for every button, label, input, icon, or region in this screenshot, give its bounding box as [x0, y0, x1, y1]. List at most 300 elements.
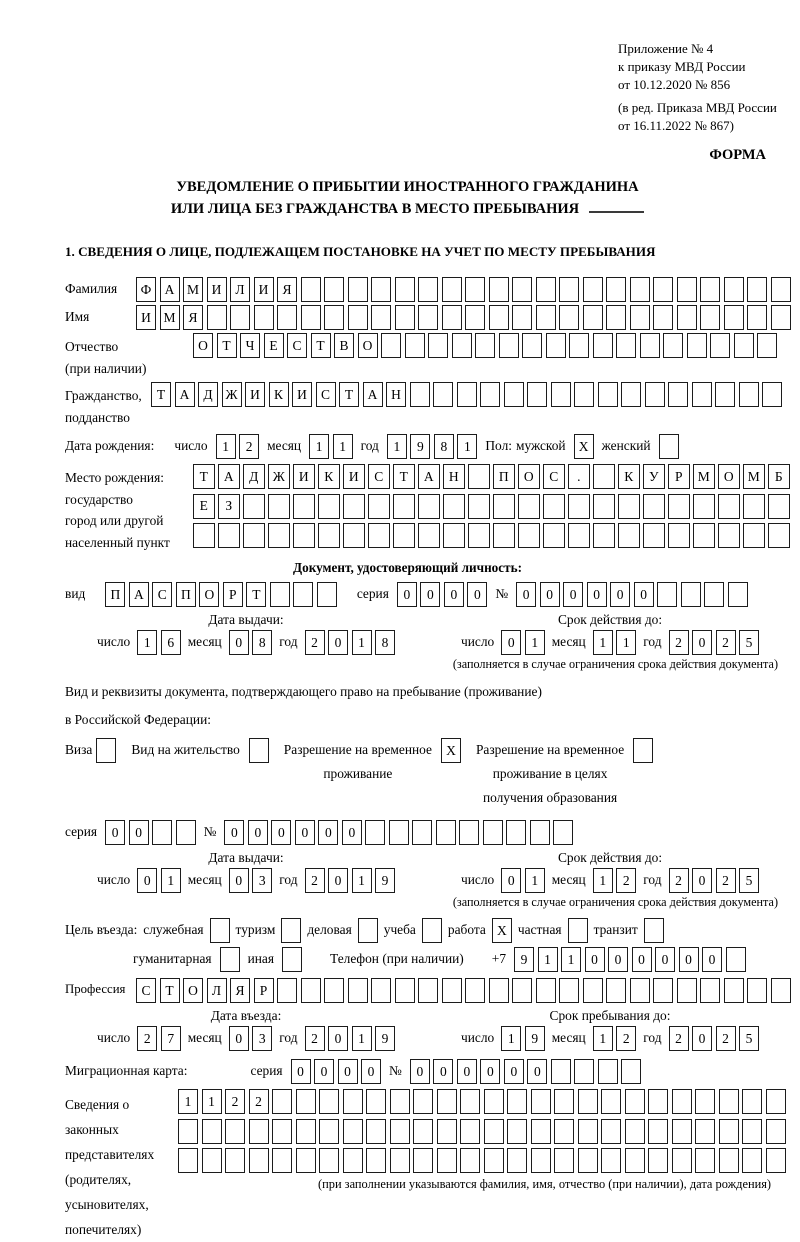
char-cell[interactable]	[484, 1119, 504, 1144]
char-cell[interactable]	[747, 978, 767, 1003]
char-cell[interactable]	[293, 523, 315, 548]
char-cell[interactable]: К	[318, 464, 340, 489]
char-cell[interactable]	[630, 305, 650, 330]
char-cell[interactable]: И	[245, 382, 265, 407]
char-cell[interactable]	[663, 333, 683, 358]
char-cell[interactable]	[418, 305, 438, 330]
char-cell[interactable]	[593, 523, 615, 548]
char-cell[interactable]	[742, 1089, 762, 1114]
char-cell[interactable]	[618, 494, 640, 519]
char-cell[interactable]: 1	[593, 1026, 613, 1051]
char-cell[interactable]	[366, 1089, 386, 1114]
char-cell[interactable]	[371, 277, 391, 302]
char-cell[interactable]: X	[574, 434, 594, 459]
char-cell[interactable]: 3	[252, 868, 272, 893]
char-cell[interactable]	[536, 305, 556, 330]
char-cell[interactable]	[468, 523, 490, 548]
char-cell[interactable]	[193, 523, 215, 548]
char-cell[interactable]	[489, 277, 509, 302]
char-cell[interactable]	[559, 277, 579, 302]
char-cell[interactable]	[768, 494, 790, 519]
char-cell[interactable]: 1	[216, 434, 236, 459]
char-cell[interactable]	[512, 978, 532, 1003]
char-cell[interactable]: О	[199, 582, 219, 607]
char-cell[interactable]: 0	[328, 868, 348, 893]
char-cell[interactable]	[218, 523, 240, 548]
char-cell[interactable]	[536, 277, 556, 302]
char-cell[interactable]: Т	[160, 978, 180, 1003]
char-cell[interactable]: Ж	[268, 464, 290, 489]
char-cell[interactable]: Е	[264, 333, 284, 358]
char-cell[interactable]	[460, 1119, 480, 1144]
char-cell[interactable]: М	[743, 464, 765, 489]
char-cell[interactable]: 2	[239, 434, 259, 459]
sex-male-checkbox[interactable]	[574, 434, 594, 459]
representatives-row2-cells[interactable]	[178, 1119, 786, 1144]
char-cell[interactable]	[625, 1119, 645, 1144]
char-cell[interactable]	[739, 382, 759, 407]
char-cell[interactable]: 2	[716, 868, 736, 893]
char-cell[interactable]: П	[493, 464, 515, 489]
char-cell[interactable]	[433, 382, 453, 407]
char-cell[interactable]: А	[175, 382, 195, 407]
char-cell[interactable]	[389, 820, 409, 845]
char-cell[interactable]	[518, 494, 540, 519]
char-cell[interactable]: Т	[151, 382, 171, 407]
char-cell[interactable]	[220, 947, 240, 972]
char-cell[interactable]	[672, 1089, 692, 1114]
char-cell[interactable]	[343, 494, 365, 519]
char-cell[interactable]: 0	[420, 582, 440, 607]
char-cell[interactable]	[598, 382, 618, 407]
char-cell[interactable]	[668, 494, 690, 519]
char-cell[interactable]	[551, 382, 571, 407]
char-cell[interactable]	[693, 494, 715, 519]
char-cell[interactable]: Р	[223, 582, 243, 607]
char-cell[interactable]	[428, 333, 448, 358]
char-cell[interactable]	[437, 1119, 457, 1144]
char-cell[interactable]	[645, 382, 665, 407]
char-cell[interactable]: 0	[248, 820, 268, 845]
char-cell[interactable]: 2	[137, 1026, 157, 1051]
char-cell[interactable]: З	[218, 494, 240, 519]
char-cell[interactable]: 0	[328, 1026, 348, 1051]
char-cell[interactable]: Я	[230, 978, 250, 1003]
char-cell[interactable]: А	[363, 382, 383, 407]
char-cell[interactable]	[643, 494, 665, 519]
char-cell[interactable]	[734, 333, 754, 358]
char-cell[interactable]	[719, 1148, 739, 1173]
char-cell[interactable]: 2	[225, 1089, 245, 1114]
char-cell[interactable]: 0	[634, 582, 654, 607]
id-expiry-day-cells[interactable]	[501, 630, 545, 655]
char-cell[interactable]: 2	[716, 630, 736, 655]
char-cell[interactable]	[480, 382, 500, 407]
char-cell[interactable]: 9	[375, 1026, 395, 1051]
char-cell[interactable]	[692, 382, 712, 407]
char-cell[interactable]: 0	[702, 947, 722, 972]
char-cell[interactable]	[677, 978, 697, 1003]
char-cell[interactable]	[771, 978, 791, 1003]
char-cell[interactable]	[593, 464, 615, 489]
char-cell[interactable]	[296, 1089, 316, 1114]
char-cell[interactable]	[413, 1089, 433, 1114]
char-cell[interactable]	[249, 738, 269, 763]
char-cell[interactable]	[443, 523, 465, 548]
char-cell[interactable]: 0	[318, 820, 338, 845]
char-cell[interactable]	[724, 305, 744, 330]
representatives-row3-cells[interactable]	[178, 1148, 786, 1173]
char-cell[interactable]	[152, 820, 172, 845]
visa-checkbox[interactable]	[96, 738, 116, 763]
char-cell[interactable]	[578, 1089, 598, 1114]
char-cell[interactable]: И	[292, 382, 312, 407]
doc-number-cells[interactable]	[516, 582, 748, 607]
char-cell[interactable]	[536, 978, 556, 1003]
char-cell[interactable]: 0	[480, 1059, 500, 1084]
birth-day-cells[interactable]	[216, 434, 260, 459]
char-cell[interactable]	[616, 333, 636, 358]
char-cell[interactable]	[700, 277, 720, 302]
name-cells[interactable]	[136, 305, 791, 330]
char-cell[interactable]	[554, 1119, 574, 1144]
char-cell[interactable]	[640, 333, 660, 358]
char-cell[interactable]	[574, 382, 594, 407]
char-cell[interactable]: 0	[563, 582, 583, 607]
char-cell[interactable]	[553, 820, 573, 845]
char-cell[interactable]	[282, 947, 302, 972]
char-cell[interactable]: X	[441, 738, 461, 763]
char-cell[interactable]	[358, 918, 378, 943]
permit-series-cells[interactable]	[105, 820, 196, 845]
char-cell[interactable]: Б	[768, 464, 790, 489]
char-cell[interactable]	[601, 1119, 621, 1144]
char-cell[interactable]	[677, 277, 697, 302]
char-cell[interactable]	[568, 523, 590, 548]
char-cell[interactable]: 1	[352, 868, 372, 893]
char-cell[interactable]	[543, 494, 565, 519]
char-cell[interactable]	[468, 464, 490, 489]
stay-year-cells[interactable]	[669, 1026, 760, 1051]
char-cell[interactable]	[230, 305, 250, 330]
char-cell[interactable]: 0	[655, 947, 675, 972]
char-cell[interactable]	[593, 494, 615, 519]
char-cell[interactable]	[700, 305, 720, 330]
char-cell[interactable]: 0	[224, 820, 244, 845]
char-cell[interactable]	[348, 305, 368, 330]
char-cell[interactable]	[483, 820, 503, 845]
char-cell[interactable]	[559, 978, 579, 1003]
representatives-row1-cells[interactable]	[178, 1089, 786, 1114]
char-cell[interactable]	[395, 978, 415, 1003]
char-cell[interactable]: С	[136, 978, 156, 1003]
char-cell[interactable]	[546, 333, 566, 358]
char-cell[interactable]: Т	[311, 333, 331, 358]
char-cell[interactable]: 9	[525, 1026, 545, 1051]
char-cell[interactable]: 0	[295, 820, 315, 845]
char-cell[interactable]	[668, 382, 688, 407]
char-cell[interactable]	[343, 1148, 363, 1173]
char-cell[interactable]: 0	[444, 582, 464, 607]
char-cell[interactable]: Ж	[222, 382, 242, 407]
char-cell[interactable]	[243, 494, 265, 519]
char-cell[interactable]: Т	[246, 582, 266, 607]
char-cell[interactable]: А	[129, 582, 149, 607]
char-cell[interactable]: Л	[207, 978, 227, 1003]
stay-month-cells[interactable]	[593, 1026, 637, 1051]
char-cell[interactable]: Ф	[136, 277, 156, 302]
char-cell[interactable]	[512, 305, 532, 330]
char-cell[interactable]	[527, 382, 547, 407]
char-cell[interactable]: 0	[338, 1059, 358, 1084]
char-cell[interactable]: 2	[305, 868, 325, 893]
char-cell[interactable]: 2	[616, 868, 636, 893]
char-cell[interactable]	[468, 494, 490, 519]
char-cell[interactable]	[368, 523, 390, 548]
char-cell[interactable]: Н	[386, 382, 406, 407]
char-cell[interactable]: 2	[305, 630, 325, 655]
char-cell[interactable]: Т	[217, 333, 237, 358]
char-cell[interactable]	[743, 523, 765, 548]
char-cell[interactable]: И	[293, 464, 315, 489]
char-cell[interactable]: С	[543, 464, 565, 489]
char-cell[interactable]	[418, 494, 440, 519]
char-cell[interactable]	[343, 1119, 363, 1144]
char-cell[interactable]: О	[183, 978, 203, 1003]
char-cell[interactable]	[653, 305, 673, 330]
char-cell[interactable]	[700, 978, 720, 1003]
purpose-official-checkbox[interactable]	[210, 918, 230, 943]
char-cell[interactable]	[531, 1119, 551, 1144]
purpose-transit-checkbox[interactable]	[644, 918, 664, 943]
char-cell[interactable]	[568, 494, 590, 519]
char-cell[interactable]: 2	[616, 1026, 636, 1051]
char-cell[interactable]	[710, 333, 730, 358]
char-cell[interactable]	[249, 1119, 269, 1144]
char-cell[interactable]	[630, 277, 650, 302]
char-cell[interactable]: .	[568, 464, 590, 489]
char-cell[interactable]: 0	[397, 582, 417, 607]
char-cell[interactable]	[202, 1148, 222, 1173]
temp-residence-edu-checkbox[interactable]	[633, 738, 653, 763]
char-cell[interactable]: 0	[342, 820, 362, 845]
char-cell[interactable]	[681, 582, 701, 607]
char-cell[interactable]	[657, 582, 677, 607]
char-cell[interactable]	[301, 978, 321, 1003]
char-cell[interactable]: 8	[434, 434, 454, 459]
char-cell[interactable]	[618, 523, 640, 548]
char-cell[interactable]: 1	[309, 434, 329, 459]
char-cell[interactable]	[518, 523, 540, 548]
char-cell[interactable]: Н	[443, 464, 465, 489]
phone-cells[interactable]	[514, 947, 746, 972]
char-cell[interactable]	[747, 277, 767, 302]
char-cell[interactable]	[393, 494, 415, 519]
entry-year-cells[interactable]	[305, 1026, 396, 1051]
migration-series-cells[interactable]	[291, 1059, 382, 1084]
char-cell[interactable]: 1	[352, 630, 372, 655]
char-cell[interactable]: С	[152, 582, 172, 607]
char-cell[interactable]: 2	[669, 1026, 689, 1051]
purpose-private-checkbox[interactable]	[568, 918, 588, 943]
char-cell[interactable]	[390, 1148, 410, 1173]
char-cell[interactable]	[381, 333, 401, 358]
char-cell[interactable]	[178, 1119, 198, 1144]
char-cell[interactable]	[457, 382, 477, 407]
char-cell[interactable]	[719, 1089, 739, 1114]
char-cell[interactable]	[243, 523, 265, 548]
char-cell[interactable]: М	[183, 277, 203, 302]
char-cell[interactable]	[771, 277, 791, 302]
char-cell[interactable]: 0	[540, 582, 560, 607]
char-cell[interactable]: 0	[501, 630, 521, 655]
char-cell[interactable]	[465, 305, 485, 330]
char-cell[interactable]: Е	[193, 494, 215, 519]
birth-place-row2-cells[interactable]	[193, 494, 790, 519]
char-cell[interactable]	[653, 277, 673, 302]
char-cell[interactable]	[437, 1089, 457, 1114]
id-issue-month-cells[interactable]	[229, 630, 273, 655]
char-cell[interactable]: И	[207, 277, 227, 302]
purpose-study-checkbox[interactable]	[422, 918, 442, 943]
char-cell[interactable]	[296, 1148, 316, 1173]
birth-place-row1-cells[interactable]	[193, 464, 790, 489]
char-cell[interactable]: 0	[692, 868, 712, 893]
char-cell[interactable]	[718, 523, 740, 548]
char-cell[interactable]	[210, 918, 230, 943]
char-cell[interactable]	[747, 305, 767, 330]
char-cell[interactable]	[460, 1148, 480, 1173]
permit-expiry-year-cells[interactable]	[669, 868, 760, 893]
char-cell[interactable]	[507, 1148, 527, 1173]
char-cell[interactable]	[413, 1119, 433, 1144]
char-cell[interactable]	[621, 1059, 641, 1084]
char-cell[interactable]: О	[518, 464, 540, 489]
char-cell[interactable]: X	[492, 918, 512, 943]
char-cell[interactable]: П	[105, 582, 125, 607]
char-cell[interactable]: 0	[610, 582, 630, 607]
purpose-humanitarian-checkbox[interactable]	[220, 947, 240, 972]
purpose-work-checkbox[interactable]	[492, 918, 512, 943]
id-issue-year-cells[interactable]	[305, 630, 396, 655]
char-cell[interactable]	[293, 582, 313, 607]
char-cell[interactable]	[272, 1119, 292, 1144]
char-cell[interactable]	[272, 1089, 292, 1114]
char-cell[interactable]: А	[160, 277, 180, 302]
char-cell[interactable]: С	[287, 333, 307, 358]
char-cell[interactable]	[643, 523, 665, 548]
char-cell[interactable]: 0	[692, 1026, 712, 1051]
char-cell[interactable]: Т	[339, 382, 359, 407]
char-cell[interactable]	[318, 523, 340, 548]
char-cell[interactable]	[178, 1148, 198, 1173]
char-cell[interactable]: 1	[501, 1026, 521, 1051]
char-cell[interactable]	[484, 1148, 504, 1173]
char-cell[interactable]: М	[160, 305, 180, 330]
birth-place-row3-cells[interactable]	[193, 523, 790, 548]
char-cell[interactable]: 2	[249, 1089, 269, 1114]
char-cell[interactable]	[272, 1148, 292, 1173]
char-cell[interactable]: Я	[277, 277, 297, 302]
char-cell[interactable]	[459, 820, 479, 845]
migration-number-cells[interactable]	[410, 1059, 642, 1084]
char-cell[interactable]: 0	[433, 1059, 453, 1084]
char-cell[interactable]	[568, 918, 588, 943]
char-cell[interactable]: А	[418, 464, 440, 489]
char-cell[interactable]	[677, 305, 697, 330]
temp-residence-checkbox[interactable]	[441, 738, 461, 763]
id-expiry-year-cells[interactable]	[669, 630, 760, 655]
char-cell[interactable]	[277, 978, 297, 1003]
char-cell[interactable]	[324, 978, 344, 1003]
char-cell[interactable]: К	[269, 382, 289, 407]
char-cell[interactable]	[452, 333, 472, 358]
permit-issue-day-cells[interactable]	[137, 868, 181, 893]
char-cell[interactable]	[726, 947, 746, 972]
birth-year-cells[interactable]	[387, 434, 478, 459]
char-cell[interactable]	[437, 1148, 457, 1173]
char-cell[interactable]	[531, 1089, 551, 1114]
char-cell[interactable]	[768, 523, 790, 548]
sex-female-checkbox[interactable]	[659, 434, 679, 459]
char-cell[interactable]	[606, 305, 626, 330]
char-cell[interactable]	[704, 582, 724, 607]
char-cell[interactable]	[319, 1148, 339, 1173]
char-cell[interactable]	[422, 918, 442, 943]
char-cell[interactable]	[499, 333, 519, 358]
char-cell[interactable]	[574, 1059, 594, 1084]
char-cell[interactable]	[724, 277, 744, 302]
char-cell[interactable]: С	[368, 464, 390, 489]
char-cell[interactable]	[442, 978, 462, 1003]
char-cell[interactable]: 1	[387, 434, 407, 459]
char-cell[interactable]: К	[618, 464, 640, 489]
char-cell[interactable]	[465, 978, 485, 1003]
char-cell[interactable]	[296, 1119, 316, 1144]
char-cell[interactable]	[633, 738, 653, 763]
permit-issue-year-cells[interactable]	[305, 868, 396, 893]
char-cell[interactable]: 1	[561, 947, 581, 972]
char-cell[interactable]: С	[316, 382, 336, 407]
char-cell[interactable]: 0	[361, 1059, 381, 1084]
char-cell[interactable]: Р	[668, 464, 690, 489]
char-cell[interactable]	[693, 523, 715, 548]
char-cell[interactable]: 8	[252, 630, 272, 655]
char-cell[interactable]	[489, 305, 509, 330]
char-cell[interactable]	[317, 582, 337, 607]
patronymic-cells[interactable]	[193, 333, 777, 358]
char-cell[interactable]	[493, 523, 515, 548]
char-cell[interactable]: 1	[457, 434, 477, 459]
char-cell[interactable]	[225, 1148, 245, 1173]
char-cell[interactable]	[578, 1119, 598, 1144]
char-cell[interactable]	[695, 1119, 715, 1144]
permit-expiry-day-cells[interactable]	[501, 868, 545, 893]
char-cell[interactable]: Л	[230, 277, 250, 302]
char-cell[interactable]	[348, 978, 368, 1003]
char-cell[interactable]: 7	[161, 1026, 181, 1051]
char-cell[interactable]	[281, 918, 301, 943]
char-cell[interactable]	[601, 1089, 621, 1114]
char-cell[interactable]	[277, 305, 297, 330]
char-cell[interactable]	[625, 1148, 645, 1173]
birth-month-cells[interactable]	[309, 434, 353, 459]
char-cell[interactable]	[766, 1148, 786, 1173]
char-cell[interactable]: 2	[716, 1026, 736, 1051]
char-cell[interactable]	[176, 820, 196, 845]
entry-day-cells[interactable]	[137, 1026, 181, 1051]
char-cell[interactable]	[606, 277, 626, 302]
